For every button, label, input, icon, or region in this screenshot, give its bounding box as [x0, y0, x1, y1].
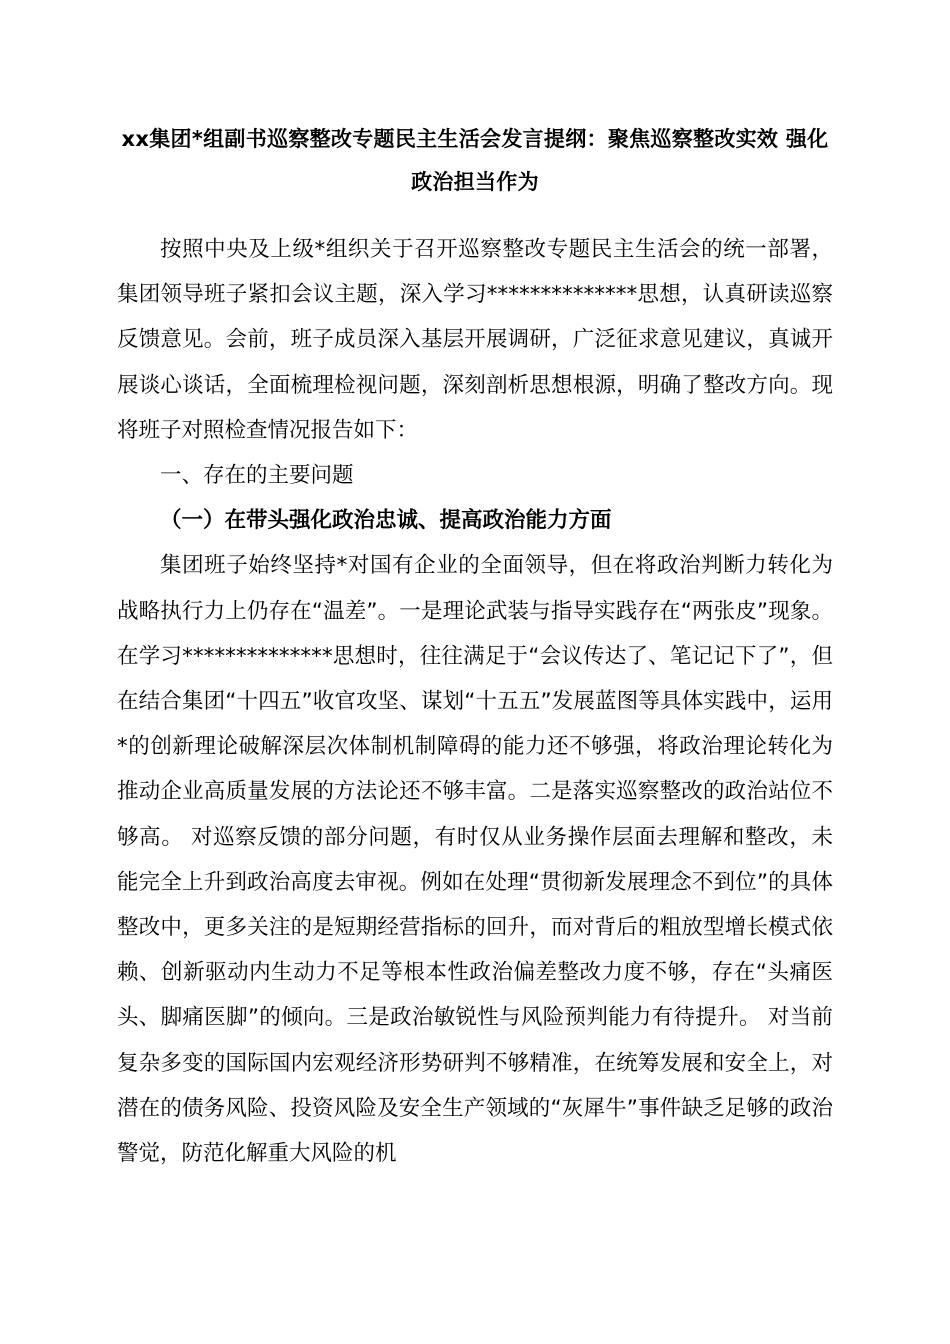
document-title: xx集团*组副书巡察整改专题民主生活会发言提纲：聚焦巡察整改实效 强化政治担当作为 [121, 127, 829, 194]
intro-paragraph: 按照中央及上级*组织关于召开巡察整改专题民主生活会的统一部署，集团领导班子紧扣会议主题，深入学习**************思想，认真研读巡察反馈意见。会前，班子成员深入基层开展调研，广泛征求意见建议，真诚开展谈心谈话，全面梳理检视问题，深刻剖析思想根源，明确了整改方向。现将班子对照检查情况报告如下： [117, 237, 833, 443]
document-body [117, 227, 833, 1176]
section-heading: 一、存在的主要问题 [160, 463, 354, 489]
body-paragraph: 集团班子始终坚持*对国有企业的全面领导，但在将政治判断力转化为战略执行力上仍存在“温差”。一是理论武装与指导实践存在“两张皮”现象。 在学习**************思想时，往往满足于“会议传达了、笔记记下了”，但在结合集团“十四五”收官攻坚、谋划“十五五”发展蓝图等具体实践中，运用*的创新理论破解深层次体制机制障碍的能力还不够强，将政治理论转化为推动企业高质量发展的方法论还不够丰富。二是落实巡察整改的政治站位不够高。 对巡察反馈的部分问题，有时仅从业务操作层面去理解和整改，未能完全上升到政治高度去审视。例如在处理“贯彻新发展理念不到位”的具体整改中，更多关注的是短期经营指标的回升，而对背后的粗放型增长模式依赖、创新驱动内生动力不足等根本性政治偏差整改力度不够，存在“头痛医头、脚痛医脚”的倾向。三是政治敏锐性与风险预判能力有待提升。 对当前复杂多变的国际国内宏观经济形势研判不够精准，在统筹发展和安全上，对潜在的债务风险、投资风险及安全生产领域的“灰犀牛”事件缺乏足够的政治警觉，防范化解重大风险的机 [117, 553, 833, 1167]
subsection-heading: （一）在带头强化政治忠诚、提高政治能力方面 [160, 508, 612, 534]
